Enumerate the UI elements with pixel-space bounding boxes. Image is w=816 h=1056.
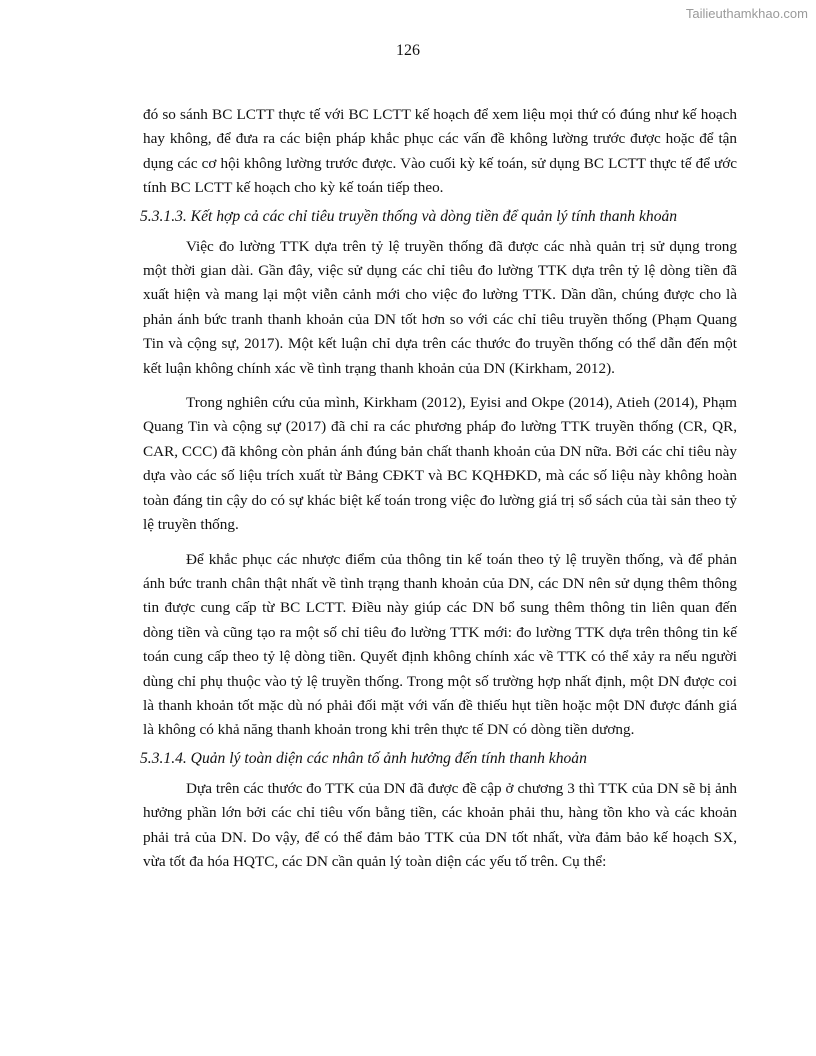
watermark: Tailieuthamkhao.com bbox=[685, 6, 808, 21]
page-body bbox=[140, 103, 737, 884]
paragraph: Dựa trên các thước đo TTK của DN đã được đề cập ở chương 3 thì TTK của DN sẽ bị ảnh hưởng phần lớn bởi các chỉ tiêu vốn bằng tiền, các khoản phải thu, hàng tồn kho và các khoản phải trả của DN. Do vậy, để có thể đảm bảo TTK của DN tốt nhất, vừa đảm bảo kế hoạch SX, vừa tốt đa hóa HQTC, các DN cần quản lý toàn diện các yếu tố trên. Cụ thể: bbox=[143, 779, 737, 870]
paragraph: Việc đo lường TTK dựa trên tỷ lệ truyền thống đã được các nhà quản trị sử dụng trong một thời gian dài. Gần đây, việc sử dụng các chỉ tiêu đo lường TTK dựa trên tỷ lệ dòng tiền đã xuất hiện và mang lại một viễn cảnh mới cho việc đo lường TTK. Dần dần, chúng được cho là phản ánh bức tranh thanh khoản của DN tốt hơn so với các chỉ tiêu truyền thống (Phạm Quang Tin và cộng sự, 2017). Một kết luận chỉ dựa trên các thước đo truyền thống có thể dẫn đến một kết luận không chính xác về tình trạng thanh khoản của DN (Kirkham, 2012). bbox=[143, 237, 737, 377]
paragraph-intro: đó so sánh BC LCTT thực tế với BC LCTT kế hoạch để xem liệu mọi thứ có đúng như kế hoạch hay không, để đưa ra các biện pháp khắc phục các vấn đề không lường trước được hoặc để tận dụng các cơ hội không lường trước được. Vào cuối kỳ kế toán, sử dụng BC LCTT thực tế để ước tính BC LCTT kế hoạch cho kỳ kế toán tiếp theo. bbox=[143, 106, 737, 197]
paragraph: Để khắc phục các nhược điểm của thông tin kế toán theo tỷ lệ truyền thống, và để phản ánh bức tranh chân thật nhất về tình trạng thanh khoản của DN, các DN nên sử dụng thêm thông tin được cung cấp từ BC LCTT. Điều này giúp các DN bổ sung thêm thông tin liên quan đến dòng tiền và cũng tạo ra một số chỉ tiêu đo lường TTK mới: đo lường TTK dựa trên thông tin kế toán cung cấp theo tỷ lệ dòng tiền. Quyết định không chính xác về TTK có thể xảy ra nếu người dùng chỉ phụ thuộc vào tỷ lệ truyền thống. Trong một số trường hợp nhất định, một DN được coi là thanh khoản tốt mặc dù nó phải đối mặt với vấn đề thiếu hụt tiền hoặc một DN được đánh giá là không có khả năng thanh khoản trong khi trên thực tế DN có dòng tiền dương. bbox=[143, 550, 737, 739]
page-number: 126 bbox=[396, 42, 420, 59]
section-heading-5-3-1-3: 5.3.1.3. Kết hợp cả các chỉ tiêu truyền thống và dòng tiền để quản lý tính thanh khoản bbox=[140, 207, 678, 225]
section-heading-5-3-1-4: 5.3.1.4. Quản lý toàn diện các nhân tố ảnh hưởng đến tính thanh khoản bbox=[140, 749, 587, 767]
paragraph: Trong nghiên cứu của mình, Kirkham (2012), Eyisi and Okpe (2014), Atieh (2014), Phạm Quang Tin và cộng sự (2017) đã chỉ ra các phương pháp đo lường TTK truyền thống (CR, QR, CAR, CCC) đã không còn phản ánh đúng bản chất thanh khoản của DN nữa. Bởi các chỉ tiêu này dựa vào các số liệu trích xuất từ Bảng CĐKT và BC KQHĐKD, mà các số liệu này không hoàn toàn đáng tin cậy do có sự khác biệt kế toán trong việc đo lường giá trị sổ sách của tài sản theo tỷ lệ truyền thống. bbox=[143, 394, 737, 534]
